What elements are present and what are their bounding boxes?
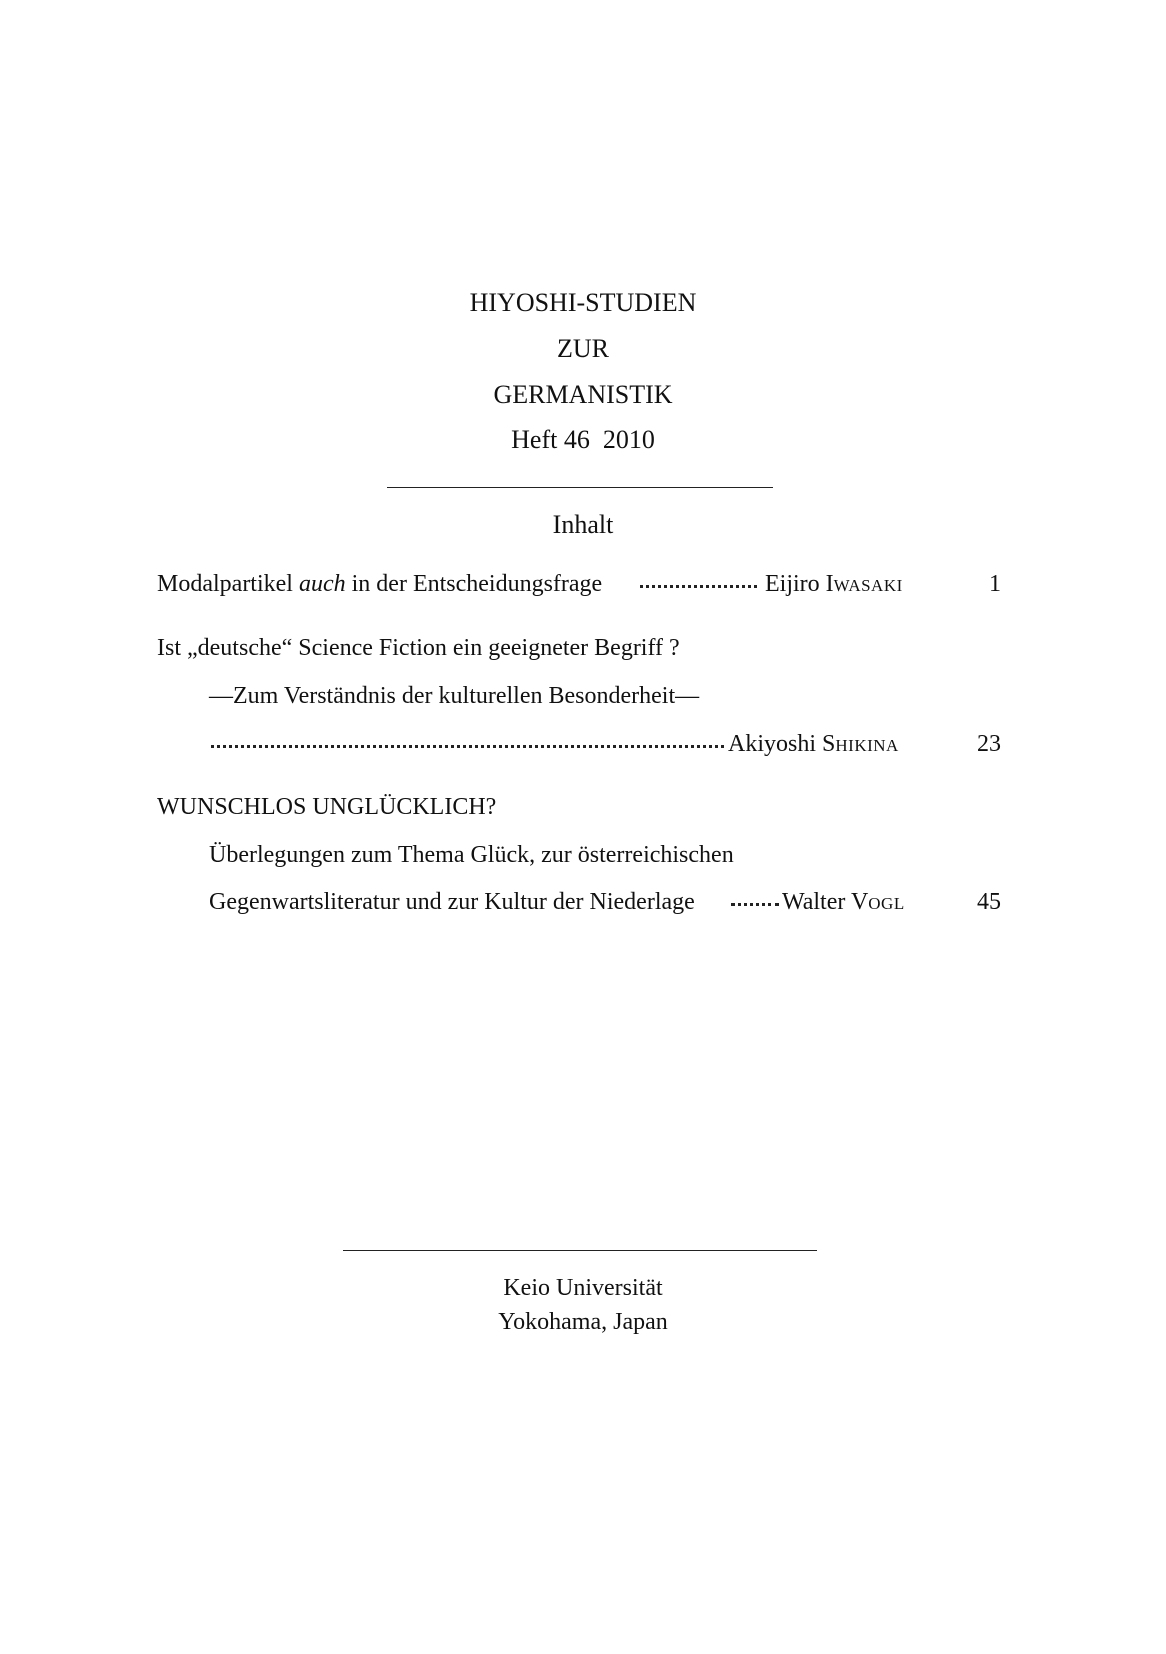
- journal-title-line-3: GERMANISTIK: [493, 380, 673, 409]
- toc-entry-3-author-last-initial: V: [850, 889, 869, 915]
- toc-entry-1-page: 1: [989, 571, 1001, 597]
- toc-entry-2-author: [728, 729, 899, 761]
- toc-entry-3-subtitle-line-1: Überlegungen zum Thema Glück, zur österreichischen: [209, 842, 734, 868]
- toc-entry-1-title-before: Modalpartikel: [157, 571, 299, 597]
- toc-entry-2-leader: [211, 745, 724, 748]
- publisher-line-2: Yokohama, Japan: [498, 1309, 668, 1335]
- footer-divider: [343, 1250, 817, 1251]
- toc-entry-2-author-first: Akiyoshi: [728, 731, 823, 757]
- toc-entry-3-page: 45: [977, 889, 1001, 915]
- toc-entry-1-title: [157, 569, 602, 599]
- toc-entry-3-title: WUNSCHLOS UNGLÜCKLICH?: [157, 794, 497, 820]
- journal-issue: Heft 46 2010: [511, 425, 655, 454]
- toc-entry-1-author-last-rest: WASAKI: [833, 576, 903, 595]
- toc-entry-1-leader: [640, 585, 757, 588]
- toc-entry-2-subtitle: —Zum Verständnis der kulturellen Besonderheit—: [209, 683, 700, 709]
- journal-title-line-2: ZUR: [557, 334, 609, 363]
- toc-entry-2-title: Ist „deutsche“ Science Fiction ein geeigneter Begriff ?: [157, 635, 680, 661]
- toc-entry-3-subtitle-line-2: Gegenwartsliteratur und zur Kultur der Niederlage: [209, 889, 695, 915]
- toc-entry-1-author-first: Eijiro: [765, 571, 826, 597]
- toc-entry-3-author-last-rest: OGL: [868, 894, 905, 913]
- journal-title-line-1: HIYOSHI-STUDIEN: [469, 288, 697, 317]
- toc-entry-3-leader: [731, 903, 779, 906]
- toc-entry-1-author-last-initial: I: [825, 571, 834, 597]
- publisher-line-1: Keio Universität: [503, 1275, 663, 1301]
- toc-entry-1-title-after: in der Entscheidungsfrage: [345, 571, 603, 597]
- toc-entry-2-page: 23: [977, 731, 1001, 757]
- toc-entry-2-author-last-rest: HIKINA: [835, 736, 899, 755]
- toc-entry-1-title-emph: auch: [298, 571, 346, 597]
- title-divider: [387, 487, 773, 488]
- toc-entry-1-author: [765, 569, 903, 601]
- toc-entry-2-author-last-initial: S: [822, 731, 836, 757]
- contents-heading: Inhalt: [552, 510, 614, 539]
- toc-entry-3-author-first: Walter: [782, 889, 851, 915]
- toc-entry-3-author: [782, 887, 905, 919]
